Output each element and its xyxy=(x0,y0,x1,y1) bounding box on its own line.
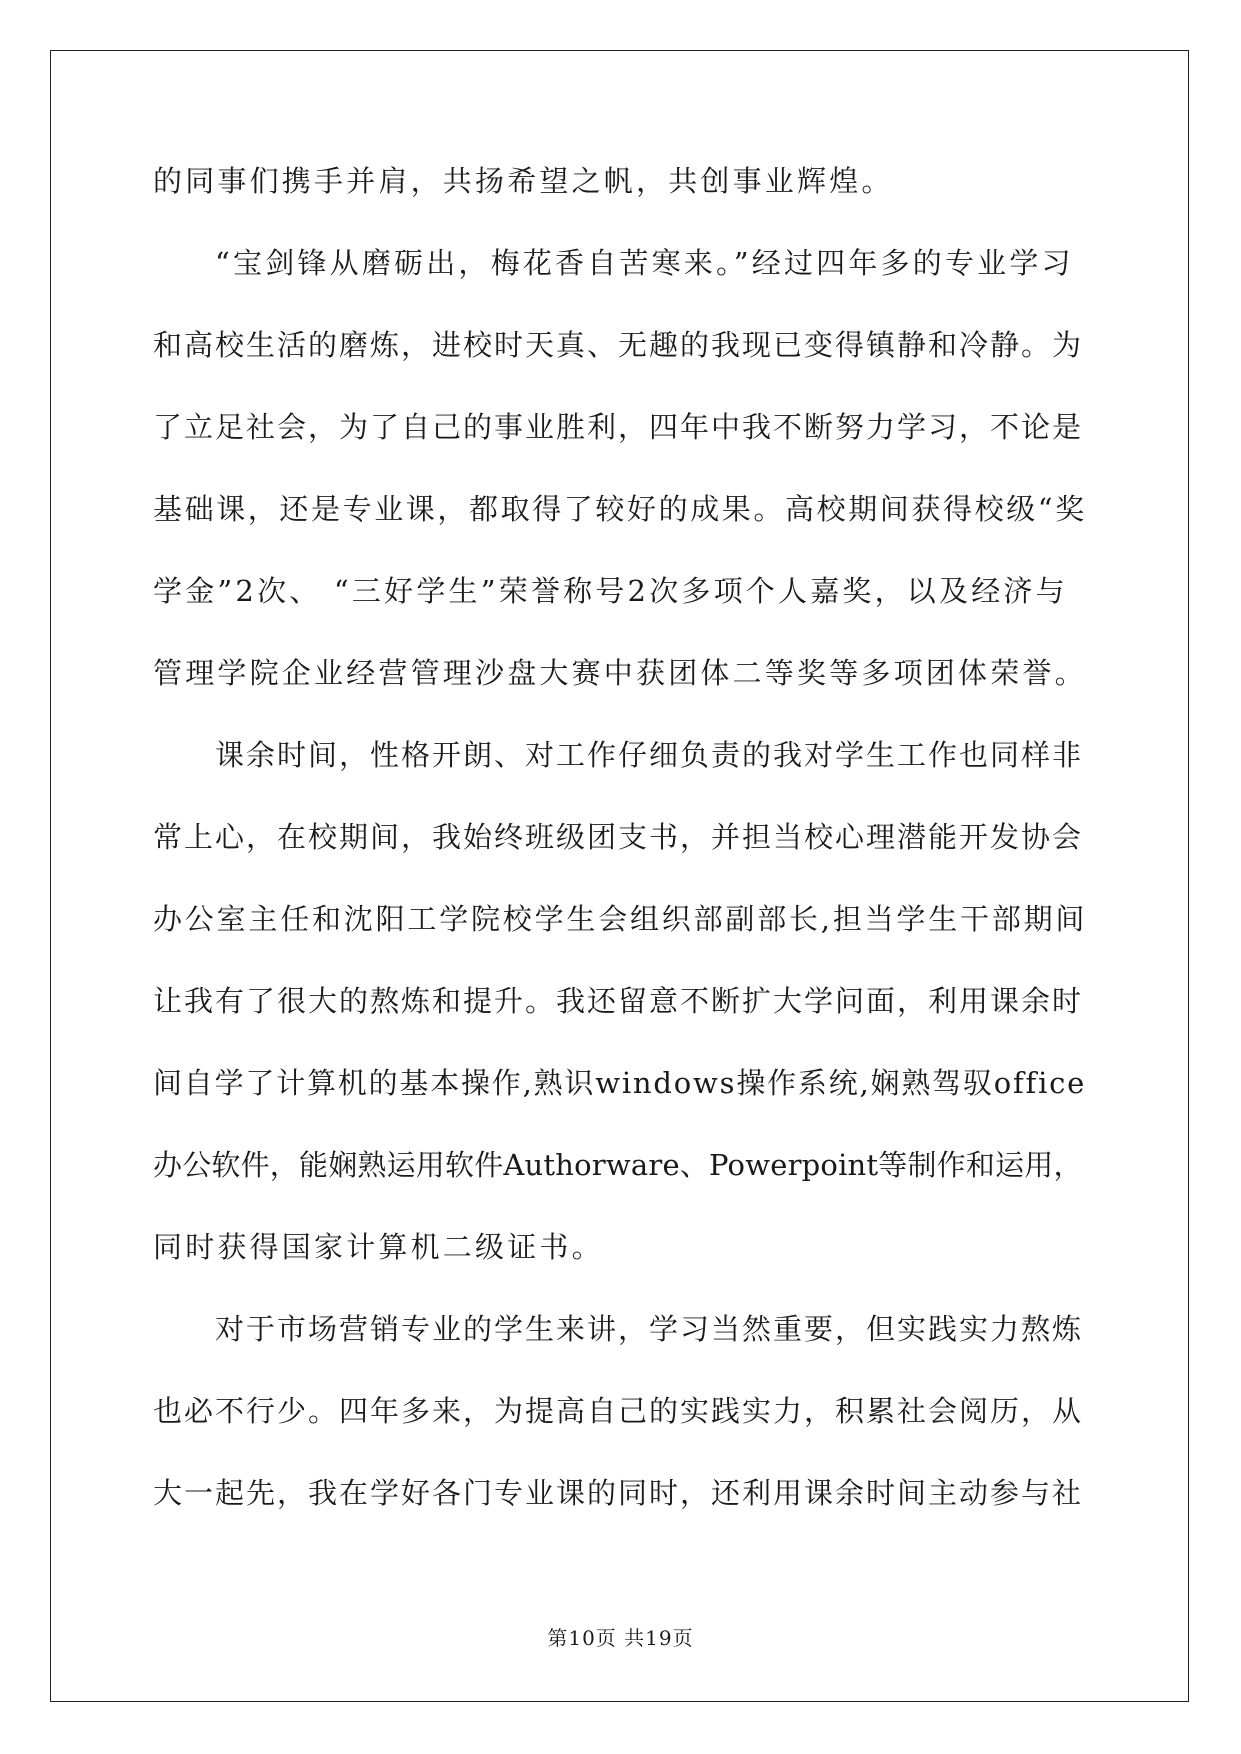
line-text: 了立足社会，为了自己的事业胜利，四年中我不断努力学习，不论是 xyxy=(153,410,1084,444)
text-line xyxy=(153,566,1088,648)
text-line xyxy=(153,402,1088,484)
text-line xyxy=(153,812,1088,894)
line-text: 同时获得国家计算机二级证书。 xyxy=(153,1230,604,1264)
text-line xyxy=(153,1468,1088,1550)
line-text: 的同事们携手并肩，共扬希望之帆，共创事业辉煌。 xyxy=(153,164,894,198)
text-line xyxy=(153,1058,1088,1140)
text-line xyxy=(153,1222,1088,1304)
text-line xyxy=(153,320,1088,402)
text-line xyxy=(153,976,1088,1058)
text-line xyxy=(153,894,1088,976)
line-text: 办公软件，能娴熟运用软件Authorware、Powerpoint等制作和运用， xyxy=(153,1148,1083,1182)
text-line xyxy=(153,730,1088,812)
text-line xyxy=(153,238,1088,320)
line-text: 也必不行少。四年多来，为提高自己的实践实力，积累社会阅历，从 xyxy=(153,1394,1084,1428)
text-line xyxy=(153,1304,1088,1386)
line-text: 常上心，在校期间，我始终班级团支书，并担当校心理潜能开发协会 xyxy=(153,820,1084,854)
line-text: 基础课，还是专业课，都取得了较好的成果。高校期间获得校级“奖 xyxy=(153,492,1087,526)
text-line xyxy=(153,1386,1088,1468)
line-text: 对于市场营销专业的学生来讲，学习当然重要，但实践实力熬炼 xyxy=(215,1312,1084,1346)
line-text: 学金”2次、 “三好学生”荣誉称号2次多项个人嘉奖，以及经济与 xyxy=(153,574,1068,608)
page-number-footer: 第10页 共19页 xyxy=(547,1626,694,1650)
text-line xyxy=(153,1140,1088,1222)
document-body xyxy=(153,156,1088,1550)
text-line xyxy=(153,648,1088,730)
line-text: 让我有了很大的熬炼和提升。我还留意不断扩大学问面，利用课余时 xyxy=(153,984,1084,1018)
line-text: 办公室主任和沈阳工学院校学生会组织部副部长,担当学生干部期间 xyxy=(153,902,1088,936)
line-text: 课余时间，性格开朗、对工作仔细负责的我对学生工作也同样非 xyxy=(215,738,1084,772)
line-text: 大一起先，我在学好各门专业课的同时，还利用课余时间主动参与社 xyxy=(153,1476,1084,1510)
line-text: 和高校生活的磨炼，进校时天真、无趣的我现已变得镇静和冷静。为 xyxy=(153,328,1084,362)
line-text: 间自学了计算机的基本操作,熟识windows操作系统,娴熟驾驭office xyxy=(153,1066,1087,1100)
line-text: “宝剑锋从磨砺出，梅花香自苦寒来。”经过四年多的专业学习 xyxy=(215,246,1074,280)
line-text: 管理学院企业经营管理沙盘大赛中获团体二等奖等多项团体荣誉。 xyxy=(153,656,1087,690)
text-line xyxy=(153,484,1088,566)
text-line xyxy=(153,156,1088,238)
